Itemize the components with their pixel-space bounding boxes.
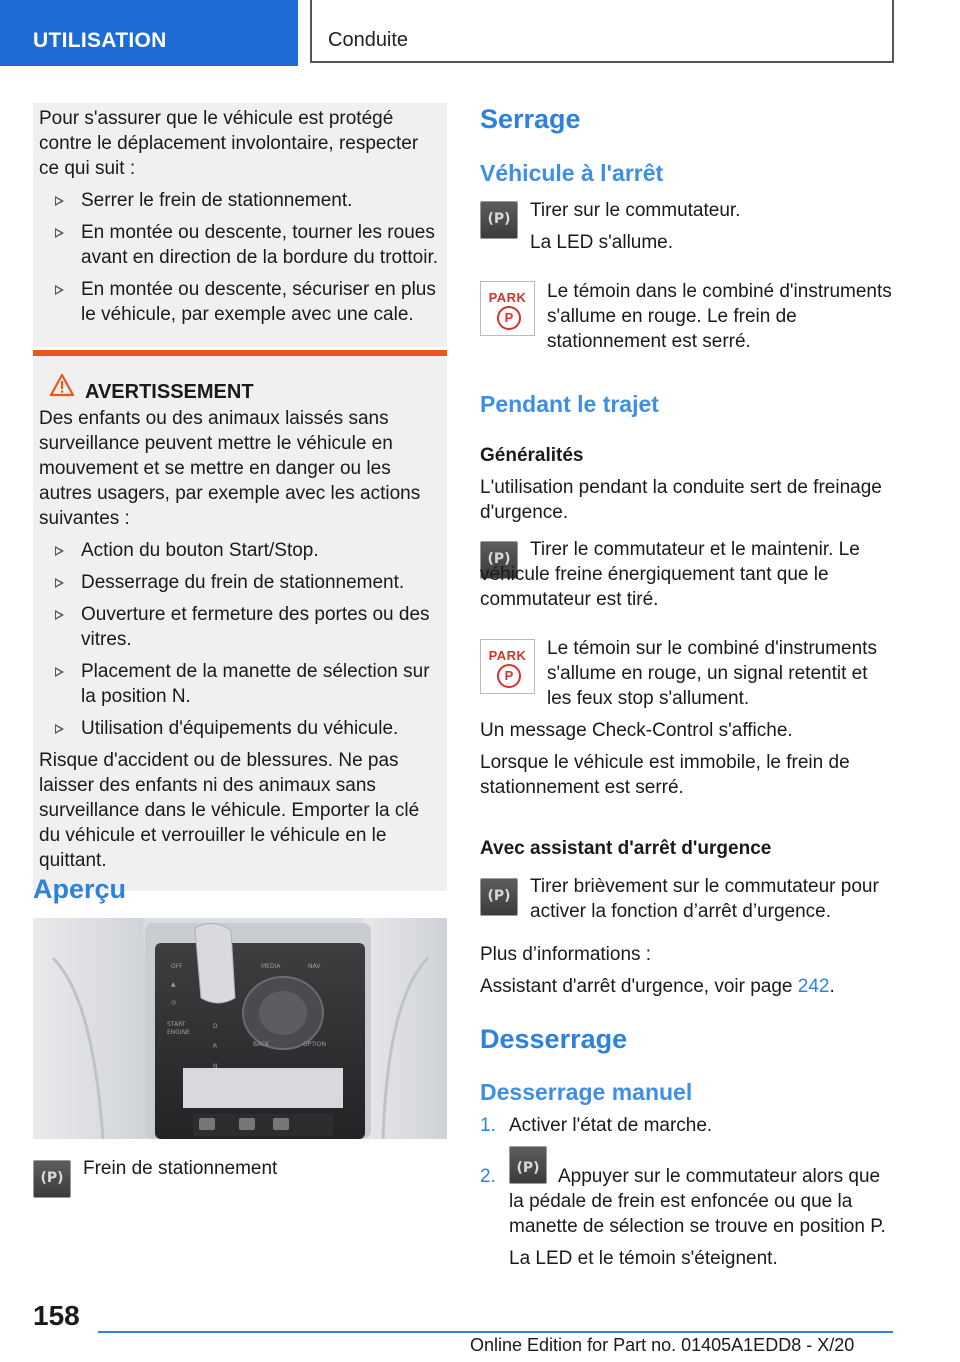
gen-line-3: Le témoin sur le combiné d'instruments s'allume en rouge, un signal retentit et les feux stop s'allument. [547, 638, 877, 709]
svg-text:▲: ▲ [171, 981, 176, 988]
park-label: PARK [488, 290, 527, 305]
intro-box [33, 103, 447, 347]
assist-ref-text: Assistant d'arrêt d'urgence, voir page [480, 976, 798, 997]
list-item: Ouverture et fermeture des portes ou des vitres. [39, 602, 439, 652]
assistant-block [530, 874, 895, 924]
svg-text:MEDIA: MEDIA [261, 963, 281, 970]
step-after: La LED et le témoin s'éteignent. [509, 1248, 778, 1269]
footer-edition: Online Edition for Part no. 01405A1EDD8 - X/20 [470, 1335, 855, 1355]
svg-text:NAV: NAV [308, 963, 321, 970]
list-item: Desserrage du frein de stationnement. [39, 570, 439, 595]
parking-brake-button-icon [480, 201, 518, 239]
overview-caption: Frein de stationnement [83, 1158, 278, 1179]
footer-rule [98, 1331, 893, 1333]
gen-line-5: Lorsque le véhicule est immobile, le frein de stationnement est serré. [480, 752, 850, 798]
center-console-image [33, 918, 447, 1139]
warning-text: Des enfants ou des animaux laissés sans surveillance peuvent mettre le véhicule en mouvement et se mettre en danger ou les autres usagers, par exemple avec les actions suivantes : [39, 408, 421, 529]
svg-text:N: N [213, 1063, 218, 1070]
svg-text:ENGINE: ENGINE [167, 1029, 190, 1036]
warning-triangle-icon [49, 373, 75, 397]
park-label: PARK [488, 648, 527, 663]
manuel-heading: Desserrage manuel [480, 1079, 693, 1105]
assist-line-2: Plus d’informations : [480, 944, 652, 965]
gen-line-1: L'utilisation pendant la conduite sert de freinage d'urgence. [480, 477, 882, 523]
parking-brake-button-icon [480, 878, 518, 916]
step-text: Activer l'état de marche. [509, 1115, 713, 1136]
arret-block [530, 198, 900, 255]
step-item [480, 1164, 895, 1239]
overview-heading: Aperçu [33, 874, 127, 904]
generalites-closing [480, 718, 895, 800]
parking-brake-button-icon [33, 1160, 71, 1198]
park-symbol: P [497, 664, 521, 688]
step-number: 2. [480, 1166, 496, 1187]
warning-list [39, 538, 439, 741]
svg-text:OPTION: OPTION [303, 1041, 326, 1048]
step-item [480, 1113, 895, 1138]
svg-text:START: START [167, 1021, 186, 1028]
console-illustration [33, 918, 447, 1139]
list-item: Serrer le frein de stationnement. [39, 188, 439, 213]
parking-brake-button-icon [509, 1146, 547, 1184]
header-chapter-tab [310, 0, 894, 63]
page-number: 158 [33, 1300, 80, 1331]
steps-list [480, 1113, 895, 1271]
step-text: Appuyer sur le commutateur alors que la pédale de frein est enfoncée ou que la manette de sélection se trouve en position P. [509, 1166, 886, 1237]
assistant-more [480, 942, 895, 999]
caption-row [33, 1160, 447, 1200]
list-item: Utilisation d'équipements du véhicule. [39, 716, 439, 741]
list-item: Placement de la manette de sélection sur la position N. [39, 659, 439, 709]
step-number: 1. [480, 1115, 496, 1136]
svg-text:BACK: BACK [253, 1041, 270, 1048]
assist-line-1: Tirer brièvement sur le commutateur pour activer la fonction d’arrêt d’urgence. [530, 876, 879, 922]
generalites-intro [480, 475, 895, 525]
arret-line-3: Le témoin dans le combiné d'instruments s'allume en rouge. Le frein de stationnement est serré. [547, 281, 892, 352]
warning-title: AVERTISSEMENT [85, 381, 254, 403]
warning-closing: Risque d'accident ou de blessures. Ne pas laisser des enfants ni des animaux sans surveillance dans le véhicule. Emporter la clé du véhicule et verrouiller le véhicule en le quittant. [39, 750, 420, 871]
gen-line-4: Un message Check-Control s'affiche. [480, 720, 793, 741]
svg-text:OFF: OFF [171, 963, 183, 970]
header-section-label: UTILISATION [33, 29, 167, 52]
gen-line-2: Tirer le commutateur et le maintenir. Le véhicule freine énergiquement tant que le commutateur est tiré. [480, 539, 860, 610]
park-warning-lamp-icon [480, 281, 535, 336]
serrage-heading: Serrage [480, 104, 581, 134]
arret-line-2: La LED s'allume. [530, 232, 674, 253]
warning-box [33, 350, 447, 891]
assistant-heading: Avec assistant d'arrêt d'urgence [480, 838, 772, 859]
svg-text:R: R [213, 1043, 218, 1050]
park-warning-lamp-icon [480, 639, 535, 694]
list-item: En montée ou descente, tourner les roues avant en direction de la bordure du trottoir. [39, 220, 439, 270]
header-section-tab [0, 0, 298, 66]
header-chapter-label: Conduite [328, 29, 409, 51]
page-link[interactable]: 242 [797, 976, 830, 997]
generalites-heading: Généralités [480, 445, 584, 466]
svg-text:D: D [213, 1023, 218, 1030]
assist-line-3: Assistant d'arrêt d'urgence, voir page 242. [480, 976, 835, 997]
list-item: Action du bouton Start/Stop. [39, 538, 439, 563]
trajet-heading: Pendant le trajet [480, 391, 659, 417]
arret-heading: Véhicule à l'arrêt [480, 160, 664, 186]
arret-line-1: Tirer sur le commutateur. [530, 200, 741, 221]
svg-text:◎: ◎ [171, 999, 177, 1006]
intro-list [39, 188, 439, 327]
list-item: En montée ou descente, sécuriser en plus le véhicule, par exemple avec une cale. [39, 277, 439, 327]
generalites-pull-block [480, 537, 895, 612]
warning-title-row [39, 356, 439, 404]
arret-lamp-block [547, 279, 897, 354]
generalites-lamp-block [547, 636, 892, 711]
intro-text: Pour s'assurer que le véhicule est protégé contre le déplacement involontaire, respecter ce qui suit : [39, 108, 419, 179]
park-symbol: P [497, 306, 521, 330]
desserrage-heading: Desserrage [480, 1024, 628, 1054]
